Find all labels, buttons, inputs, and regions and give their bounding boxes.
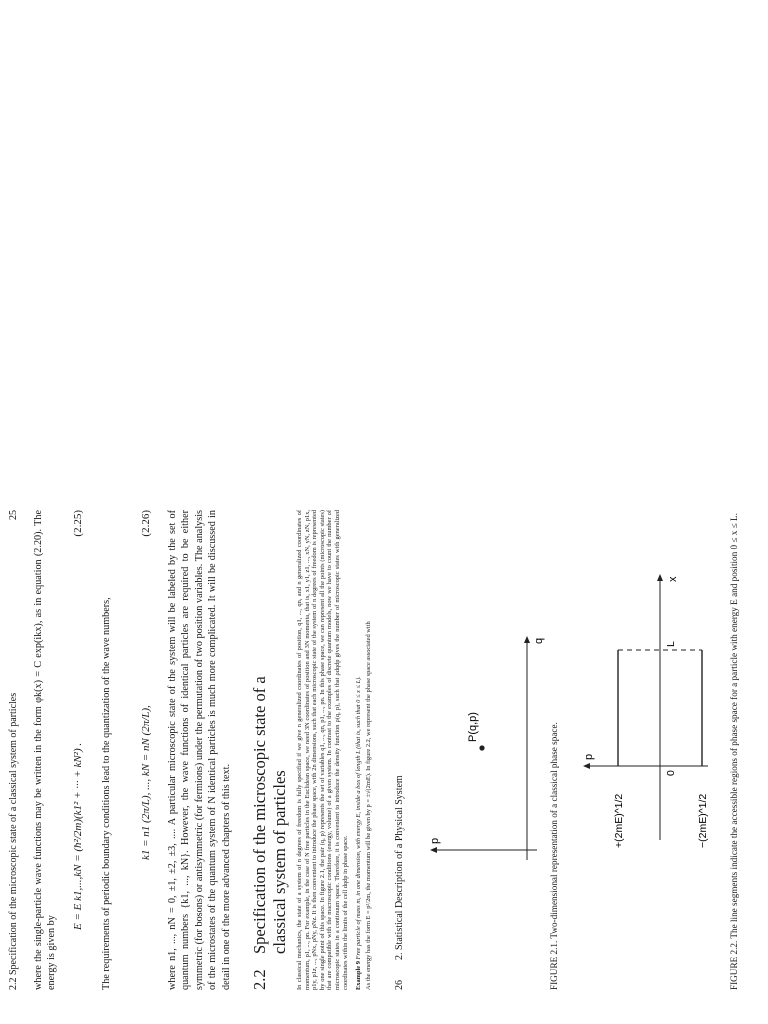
section-title-line2: classical system of particles	[270, 770, 289, 954]
left-para-1	[32, 510, 65, 990]
fig1-q-label: q	[533, 637, 545, 644]
para-3: where n1, ..., nN = 0, ±1, ±2, ±3, .... A particular microscopic state of the system will be labeled by the set of quantum numbers {k1, ..., kN}. However, the wave functions of identical particles are required to be either symmetric (for bosons) or antisymmetric (for fermions) under the permutation of two position variables. The analysis of the microstates of the quantum system of N identical particles is much more complicated. It will be discussed in detail in one of the more advanced chapters of this text.	[167, 510, 232, 990]
right-page	[386, 500, 751, 1000]
section-heading	[250, 510, 290, 990]
figure-2-2	[578, 560, 718, 850]
left-page-number: 25	[8, 510, 19, 520]
figure-2-1-caption: FIGURE 2.1. Two-dimensional representation of a classical phase space.	[549, 722, 559, 990]
figure-2-2-caption: FIGURE 2.2. The line segments indicate the accessible regions of phase space for a particle with energy E and position 0 ≤ x ≤ L.	[729, 513, 739, 990]
equation-2-26-body: k1 = n1 (2π/L), ..., kN = nN (2π/L),	[140, 705, 152, 860]
fig1-q-arrow	[524, 636, 530, 643]
para-4: In classical mechanics, the state of a system of n degrees of freedom is fully specified if we give n generalized coordinates of position, q1, ..., qn, and n generalized coordinates of momentum, p1, ..., pn. For example, in the case of N free particles in the Euclidean space, we need 3N coordinates of position and 3N momenta, that is, x1, y1, z1, ..., xN, yN, zN, p1x, p1y, p1z, ..., pNx, pNy, pNz. It is then convenient to introduce the phase space, with 2n dimensions, such that each microscopic state of the system of n degrees of freedom is represented by one single point of this space. In figure 2.1, the pair (q, p) represents the set of variables q1, ..., qn, p1, ..., pn. In this phase space, we can represent all the points (microscopic states) that are compatible with the macroscopic conditions (energy, volume) of a given system. In contrast to the examples of discrete quantum models, now we have to count the number of microscopic states in a continuum space. Therefore, it is convenient to introduce the density function ρ(q, p), such that ρdqdp gives the number of microscopic states with generalized coordinates within the limits of the cell dqdp in phase space.	[296, 510, 349, 990]
example-text: Free particle of mass m, in one dimension, with energy E, inside a box of length L (that is, such that 0 ≤ x ≤ L).	[355, 676, 363, 960]
equation-2-25-body: E = E k1,...,kN = (ħ²/2m)(k1² + ··· + kN²) .	[72, 742, 84, 930]
right-header-title: 2. Statistical Description of a Physical System	[394, 775, 405, 960]
figure-2-1	[422, 620, 545, 880]
left-para-4	[296, 510, 378, 990]
equation-2-26	[140, 510, 152, 860]
para-2: The requirements of periodic boundary conditions lead to the quantization of the wave numbers,	[101, 597, 112, 990]
left-para-2	[100, 510, 119, 990]
left-para-3	[166, 510, 239, 990]
fig2-x-label: x	[667, 576, 679, 582]
fig1-point-label: P(q,p)	[467, 712, 479, 742]
fig2-top-label: +(2mE)^1/2	[613, 793, 625, 848]
fig1-p-arrow	[430, 847, 437, 853]
example-label: Example 9	[355, 961, 363, 990]
fig1-point-P	[479, 745, 484, 750]
fig2-bottom-label: −(2mE)^1/2	[697, 793, 709, 848]
section-number: 2.2	[250, 969, 269, 990]
fig2-origin-label: 0	[665, 770, 677, 776]
section-title-line1: Specification of the microscopic state of a	[250, 676, 269, 954]
left-page	[0, 500, 372, 1000]
equation-2-25	[72, 510, 84, 930]
left-header-title: 2.2 Specification of the microscopic state of a classical system of particles	[8, 692, 19, 990]
fig2-length-label: L	[665, 641, 677, 647]
fig2-p-arrow	[583, 763, 590, 769]
equation-2-25-number: (2.25)	[72, 510, 84, 537]
para-1: where the single-particle wave functions may be written in the form φk(x) = C exp(ikx), as in equation (2.20). The energy is given by	[33, 510, 58, 990]
fig2-p-label: p	[583, 753, 595, 760]
fig1-p-label: p	[429, 837, 441, 844]
right-page-number: 26	[394, 980, 405, 990]
equation-2-26-number: (2.26)	[140, 510, 152, 537]
para-5: As the energy has the form E = p²/2m, the momentum will be given by p = ±√(2mE). In figure 2.2, we represent the phase space associated with	[364, 621, 372, 990]
fig2-x-arrow	[657, 574, 663, 581]
